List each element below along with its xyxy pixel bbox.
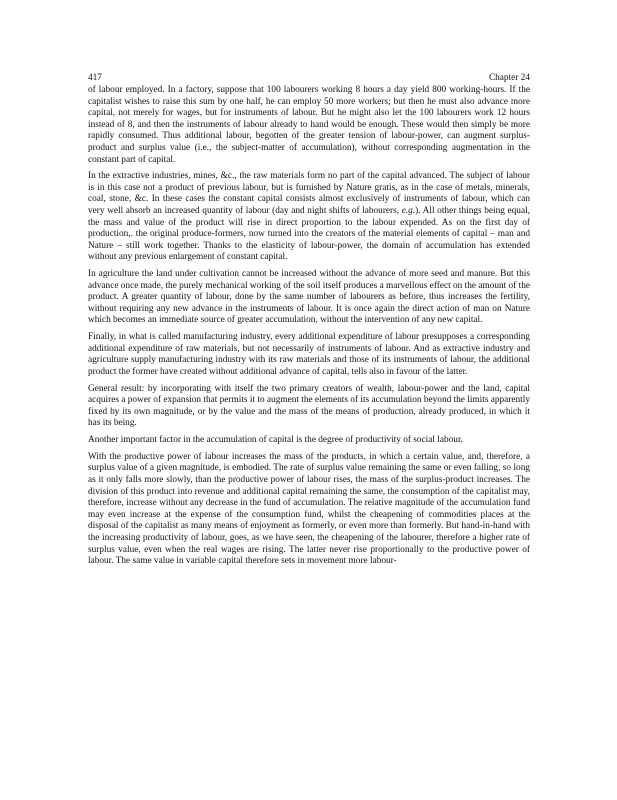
paragraph: Finally, in what is called manufacturing industry, every additional expenditure of labour presupposes a corresponding additional expenditure of raw materials, but not necessarily of instruments of labour. And as extractive industry and agriculture supply manufacturing industry with its raw materials and those of its instruments of labour, the additional product the former have created without additional advance of capital, tells also in favour of the latter. xyxy=(88,332,530,377)
page-number: 417 xyxy=(88,73,102,83)
paragraph: Another important factor in the accumulation of capital is the degree of productivity of social labour. xyxy=(88,435,463,446)
paragraph: of labour employed. In a factory, suppose that 100 labourers working 8 hours a day yield 800 working-hours. If the capitalist wishes to raise this sum by one half, he can employ 50 more workers; but then he must also advance more capital, not merely for wages, but for instruments of labour. But he might also let the 100 labourers work 12 hours instead of 8, and then the instruments of labour already to hand would be enough. These would then simply be more rapidly consumed. Thus additional labour, begotten of the greater tension of labour-power, can augment surplus-product and surplus value (i.e., the subject-matter of accumulation), without corresponding augmentation in the constant part of capital. xyxy=(88,85,530,165)
page-header xyxy=(88,72,530,85)
chapter-label: Chapter 24 xyxy=(488,73,530,83)
document-page xyxy=(88,72,530,568)
body-text xyxy=(88,85,530,568)
paragraph: In the extractive industries, mines, &c., the raw materials form no part of the capital advanced. The subject of labour is in this case not a product of previous labour, but is furnished by Nature gratis, as in the case of metals, minerals, coal, stone, &c. In these cases the constant capital consists almost exclusively of instruments of labour, which can very well absorb an increased quantity of labour (day and night shifts of labourers, e.g.). All other things being equal, the mass and value of the product will rise in direct proportion to the labour expended. As on the first day of production,. the original produce-formers, now turned into the creators of the material elements of capital – man and Nature – still work together. Thanks to the elasticity of labour-power, the domain of accumulation has extended without any previous enlargement of constant capital. xyxy=(88,171,530,263)
paragraph: General result: by incorporating with itself the two primary creators of wealth, labour-power and the land, capital acquires a power of expansion that permits it to augment the elements of its accumulation beyond the limits apparently fixed by its own magnitude, or by the value and the mass of the means of production, already produced, in which it has its being. xyxy=(88,383,530,429)
italic-abbreviation: e.g. xyxy=(401,206,416,217)
paragraph: With the productive power of labour increases the mass of the products, in which a certain value, and, therefore, a surplus value of a given magnitude, is embodied. The rate of surplus value remaining the same or even falling, so long as it only falls more slowly, than the productive power of labour rises, the mass of the surplus-product increases. The division of this product into revenue and additional capital remaining the same, the consumption of the capitalist may, therefore, increase without any decrease in the fund of accumulation. The relative magnitude of the accumulation fund may even increase at the expense of the consumption fund, whilst the cheapening of commodities places at the disposal of the capitalist as many means of enjoyment as formerly, or even more than formerly. But hand-in-hand with the increasing productivity of labour, goes, as we have seen, the cheapening of the labourer, therefore a higher rate of surplus value, even when the real wages are rising. The latter never rise proportionally to the productive power of labour. The same value in variable capital therefore sets in movement more labour- xyxy=(88,451,530,567)
paragraph: In agriculture the land under cultivation cannot be increased without the advance of more seed and manure. But this advance once made, the purely mechanical working of the soil itself produces a marvellous effect on the amount of the product. A greater quantity of labour, done by the same number of labourers as before, thus increases the fertility, without requiring any new advance in the instruments of labour. It is once again the direct action of man on Nature which becomes an immediate source of greater accumulation, without the intervention of any new capital. xyxy=(88,269,530,326)
